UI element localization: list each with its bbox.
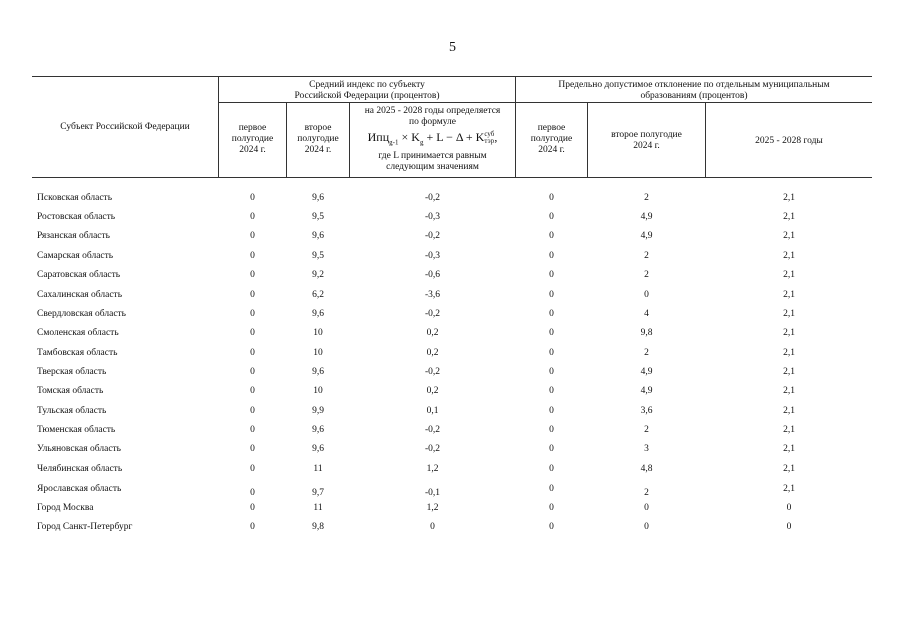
dev-first-half-2024-cell: 0 bbox=[549, 251, 554, 261]
dev-second-half-2024-cell: 4,9 bbox=[640, 386, 653, 396]
header-line: на 2025 - 2028 годы определяется bbox=[364, 106, 501, 116]
avg-2025-2028-cell: 0,2 bbox=[426, 328, 439, 338]
dev-2025-2028-cell: 2,1 bbox=[783, 406, 795, 416]
dev-2025-2028-cell: 2,1 bbox=[783, 193, 795, 203]
dev-first-half-2024-cell: 0 bbox=[549, 406, 554, 416]
header-line: где L принимается равным bbox=[378, 151, 487, 162]
avg-first-half-2024-cell: 0 bbox=[250, 348, 255, 358]
dev-second-half-2024-cell: 4,8 bbox=[640, 464, 653, 474]
dev-second-half-2024-cell: 3 bbox=[644, 444, 649, 454]
table-row bbox=[0, 348, 905, 362]
subject-column-header: Субъект Российской Федерации bbox=[60, 122, 190, 132]
dev-first-half-2024-cell: 0 bbox=[549, 425, 554, 435]
dev-2025-2028-cell: 2,1 bbox=[783, 464, 795, 474]
dev-first-half-2024-cell: 0 bbox=[549, 464, 554, 474]
avg-first-half-2024-cell: 0 bbox=[250, 444, 255, 454]
dev-second-half-2024-cell: 2 bbox=[644, 348, 649, 358]
table-row bbox=[0, 464, 905, 478]
avg-2025-2028-cell: -0,2 bbox=[424, 444, 441, 454]
dev-2025-2028-cell: 2,1 bbox=[783, 251, 795, 261]
avg-first-half-2024-cell: 0 bbox=[250, 406, 255, 416]
dev-first-half-2024-cell: 0 bbox=[549, 290, 554, 300]
dev-second-half-2024-cell: 9,8 bbox=[640, 328, 653, 338]
dev-first-half-2024-cell: 0 bbox=[549, 367, 554, 377]
header-line: 2024 г. bbox=[538, 145, 565, 155]
dev-second-half-2024-cell: 2 bbox=[644, 193, 649, 203]
dev-2025-2028-cell: 0 bbox=[786, 503, 792, 513]
subject-name-cell: Свердловская область bbox=[37, 309, 127, 319]
avg-first-half-2024-cell: 0 bbox=[250, 488, 255, 498]
subject-name-cell: Тульская область bbox=[37, 406, 107, 416]
dev-first-half-2024-cell: 0 bbox=[549, 386, 554, 396]
header-line: 2024 г. bbox=[239, 145, 266, 155]
dev-first-half-2024-cell: 0 bbox=[549, 193, 554, 203]
dev-first-half-2024-cell: 0 bbox=[549, 503, 554, 513]
subject-name-cell: Тюменская область bbox=[37, 425, 116, 435]
table-row bbox=[0, 425, 905, 439]
header-line: полугодие bbox=[297, 134, 339, 144]
avg-second-half-2024-cell: 11 bbox=[313, 503, 323, 513]
avg-second-half-2024-cell: 9,6 bbox=[312, 367, 324, 377]
avg-first-half-2024-cell: 0 bbox=[250, 464, 255, 474]
dev-first-half-2024-cell: 0 bbox=[549, 522, 554, 532]
formula-times-k: × K bbox=[398, 130, 420, 144]
avg-second-half-2024-cell: 9,8 bbox=[312, 522, 324, 532]
avg-first-half-2024-cell: 0 bbox=[250, 522, 255, 532]
dev-first-half-2024-cell: 0 bbox=[549, 348, 554, 358]
avg-2025-2028-cell: 0,1 bbox=[426, 406, 439, 416]
avg-2025-2028-cell: -0,2 bbox=[424, 193, 441, 203]
avg-2025-2028-cell: -0,2 bbox=[424, 367, 441, 377]
dev-first-half-2024-cell: 0 bbox=[549, 444, 554, 454]
formula-k-sub: g bbox=[419, 138, 424, 147]
dev-2025-2028-header: 2025 - 2028 годы bbox=[755, 136, 823, 146]
dev-second-half-2024-cell: 2 bbox=[644, 488, 649, 498]
subject-name-cell: Самарская область bbox=[37, 251, 114, 261]
table-row bbox=[0, 503, 905, 517]
table-row bbox=[0, 386, 905, 400]
header-line: Средний индекс по субъекту bbox=[309, 80, 425, 90]
avg-first-half-2024-cell: 0 bbox=[250, 251, 255, 261]
dev-2025-2028-cell: 2,1 bbox=[783, 444, 795, 454]
avg-second-half-2024-cell: 9,9 bbox=[312, 406, 324, 416]
header-line: образованиям (процентов) bbox=[640, 91, 748, 101]
avg-2025-2028-cell: 1,2 bbox=[426, 503, 439, 513]
avg-second-half-2024-cell: 6,2 bbox=[312, 290, 324, 300]
dev-first-half-2024-cell: 0 bbox=[549, 270, 554, 280]
avg-2025-2028-cell: -0,2 bbox=[424, 309, 441, 319]
avg-second-half-2024-cell: 9,6 bbox=[312, 444, 324, 454]
avg-second-half-2024-cell: 9,7 bbox=[312, 488, 324, 498]
header-line: по формуле bbox=[408, 117, 457, 127]
subject-name-cell: Псковская область bbox=[37, 193, 113, 203]
avg-first-half-2024-cell: 0 bbox=[250, 290, 255, 300]
dev-first-half-2024-cell: 0 bbox=[549, 212, 554, 222]
avg-2025-2028-cell: -0,2 bbox=[424, 425, 441, 435]
subject-name-cell: Томская область bbox=[37, 386, 104, 396]
table-row bbox=[0, 484, 905, 498]
subject-name-cell: Город Москва bbox=[37, 503, 94, 513]
dev-2025-2028-cell: 2,1 bbox=[783, 386, 795, 396]
subject-name-cell: Саратовская область bbox=[37, 270, 121, 280]
avg-first-half-2024-cell: 0 bbox=[250, 328, 255, 338]
avg-second-half-2024-cell: 9,5 bbox=[312, 212, 324, 222]
header-line: Российской Федерации (процентов) bbox=[294, 91, 440, 101]
avg-2025-2028-cell: -0,2 bbox=[424, 231, 441, 241]
avg-first-half-2024-cell: 0 bbox=[250, 503, 255, 513]
table-row bbox=[0, 290, 905, 304]
header-line: первое bbox=[238, 123, 267, 133]
avg-second-half-2024-cell: 9,6 bbox=[312, 309, 324, 319]
table-row bbox=[0, 212, 905, 226]
subject-name-cell: Город Санкт-Петербург bbox=[37, 522, 133, 532]
formula-ipc: Ипц bbox=[367, 130, 390, 144]
header-line: следующим значениям bbox=[386, 162, 479, 173]
dev-second-half-2024-cell: 0 bbox=[644, 290, 649, 300]
dev-second-half-2024-cell: 0 bbox=[644, 503, 649, 513]
avg-2025-2028-cell: 1,2 bbox=[426, 464, 439, 474]
header-line: первое bbox=[537, 123, 566, 133]
avg-first-half-2024-cell: 0 bbox=[250, 231, 255, 241]
avg-second-half-2024-cell: 10 bbox=[313, 328, 323, 338]
formula-k2-sub: тэр bbox=[484, 137, 495, 146]
dev-2025-2028-cell: 2,1 bbox=[783, 212, 795, 222]
header-line: полугодие bbox=[231, 134, 274, 144]
avg-2025-2028-cell: -0,3 bbox=[424, 212, 441, 222]
dev-second-half-2024-cell: 2 bbox=[644, 425, 649, 435]
dev-second-half-2024-cell: 2 bbox=[644, 270, 649, 280]
avg-2025-2028-cell: -0,1 bbox=[424, 488, 441, 498]
table-row bbox=[0, 367, 905, 381]
dev-second-half-2024-cell: 3,6 bbox=[640, 406, 653, 416]
dev-2025-2028-cell: 2,1 bbox=[783, 328, 795, 338]
avg-2025-2028-cell: 0,2 bbox=[426, 348, 439, 358]
subject-name-cell: Ярославская область bbox=[37, 484, 122, 494]
header-line: полугодие bbox=[530, 134, 573, 144]
dev-first-half-2024-cell: 0 bbox=[549, 484, 554, 494]
dev-second-half-2024-cell: 4 bbox=[644, 309, 649, 319]
avg-second-half-2024-cell: 9,6 bbox=[312, 231, 324, 241]
subject-name-cell: Ростовская область bbox=[37, 212, 116, 222]
subject-name-cell: Смоленская область bbox=[37, 328, 119, 338]
dev-second-half-2024-cell: 0 bbox=[644, 522, 649, 532]
dev-2025-2028-cell: 2,1 bbox=[783, 484, 795, 494]
avg-2025-2028-cell: 0 bbox=[430, 522, 435, 532]
dev-2025-2028-cell: 2,1 bbox=[783, 309, 795, 319]
dev-second-half-2024-cell: 4,9 bbox=[640, 231, 653, 241]
dev-2025-2028-cell: 2,1 bbox=[783, 231, 795, 241]
subject-name-cell: Тамбовская область bbox=[37, 348, 118, 358]
avg-first-half-2024-cell: 0 bbox=[250, 193, 255, 203]
formula-ipc-sub: g-1 bbox=[389, 138, 399, 147]
dev-first-half-2024-cell: 0 bbox=[549, 328, 554, 338]
avg-second-half-2024-cell: 10 bbox=[313, 386, 323, 396]
avg-2025-2028-cell: -0,3 bbox=[424, 251, 441, 261]
table-row bbox=[0, 231, 905, 245]
dev-first-half-2024-cell: 0 bbox=[549, 231, 554, 241]
avg-second-half-2024-cell: 9,2 bbox=[312, 270, 324, 280]
subject-name-cell: Рязанская область bbox=[37, 231, 110, 241]
header-line: Предельно допустимое отклонение по отдельным муниципальным bbox=[558, 80, 830, 90]
avg-second-half-2024-cell: 9,6 bbox=[312, 193, 324, 203]
table-row bbox=[0, 406, 905, 420]
table-row bbox=[0, 444, 905, 458]
avg-first-half-2024-cell: 0 bbox=[250, 425, 255, 435]
dev-second-half-2024-cell: 4,9 bbox=[640, 212, 653, 222]
avg-2025-2028-cell: -3,6 bbox=[424, 290, 441, 300]
dev-second-half-2024-cell: 4,9 bbox=[640, 367, 653, 377]
dev-2025-2028-cell: 2,1 bbox=[783, 348, 795, 358]
table-row bbox=[0, 522, 905, 536]
formula-tail: , bbox=[494, 130, 498, 144]
formula-k2-sup: суб bbox=[484, 130, 495, 139]
subject-name-cell: Тверская область bbox=[37, 367, 107, 377]
dev-first-half-2024-cell: 0 bbox=[549, 309, 554, 319]
avg-second-half-2024-cell: 9,5 bbox=[312, 251, 324, 261]
avg-second-half-2024-cell: 9,6 bbox=[312, 425, 324, 435]
avg-second-half-2024-cell: 10 bbox=[313, 348, 323, 358]
dev-second-half-2024-cell: 2 bbox=[644, 251, 649, 261]
avg-first-half-2024-cell: 0 bbox=[250, 212, 255, 222]
avg-first-half-2024-cell: 0 bbox=[250, 309, 255, 319]
subject-name-cell: Ульяновская область bbox=[37, 444, 122, 454]
page-number: 5 bbox=[449, 40, 456, 55]
formula-mid: + L − Δ + K bbox=[423, 130, 485, 144]
avg-2025-2028-cell: -0,6 bbox=[424, 270, 441, 280]
dev-2025-2028-cell: 2,1 bbox=[783, 425, 795, 435]
dev-2025-2028-cell: 2,1 bbox=[783, 367, 795, 377]
table-row bbox=[0, 328, 905, 342]
table-row bbox=[0, 193, 905, 207]
avg-first-half-2024-cell: 0 bbox=[250, 270, 255, 280]
header-line: 2024 г. bbox=[633, 141, 660, 151]
avg-first-half-2024-cell: 0 bbox=[250, 367, 255, 377]
subject-name-cell: Сахалинская область bbox=[37, 290, 123, 300]
header-line: 2024 г. bbox=[304, 145, 332, 155]
table-row bbox=[0, 270, 905, 284]
table-row bbox=[0, 251, 905, 265]
avg-second-half-2024-cell: 11 bbox=[313, 464, 323, 474]
subject-name-cell: Челябинская область bbox=[37, 464, 123, 474]
dev-2025-2028-cell: 2,1 bbox=[783, 270, 795, 280]
dev-2025-2028-cell: 0 bbox=[786, 522, 792, 532]
table-row bbox=[0, 309, 905, 323]
avg-2025-2028-cell: 0,2 bbox=[426, 386, 439, 396]
avg-first-half-2024-cell: 0 bbox=[250, 386, 255, 396]
header-line: второе bbox=[304, 123, 332, 133]
dev-2025-2028-cell: 2,1 bbox=[783, 290, 795, 300]
header-line: второе полугодие bbox=[611, 130, 682, 140]
